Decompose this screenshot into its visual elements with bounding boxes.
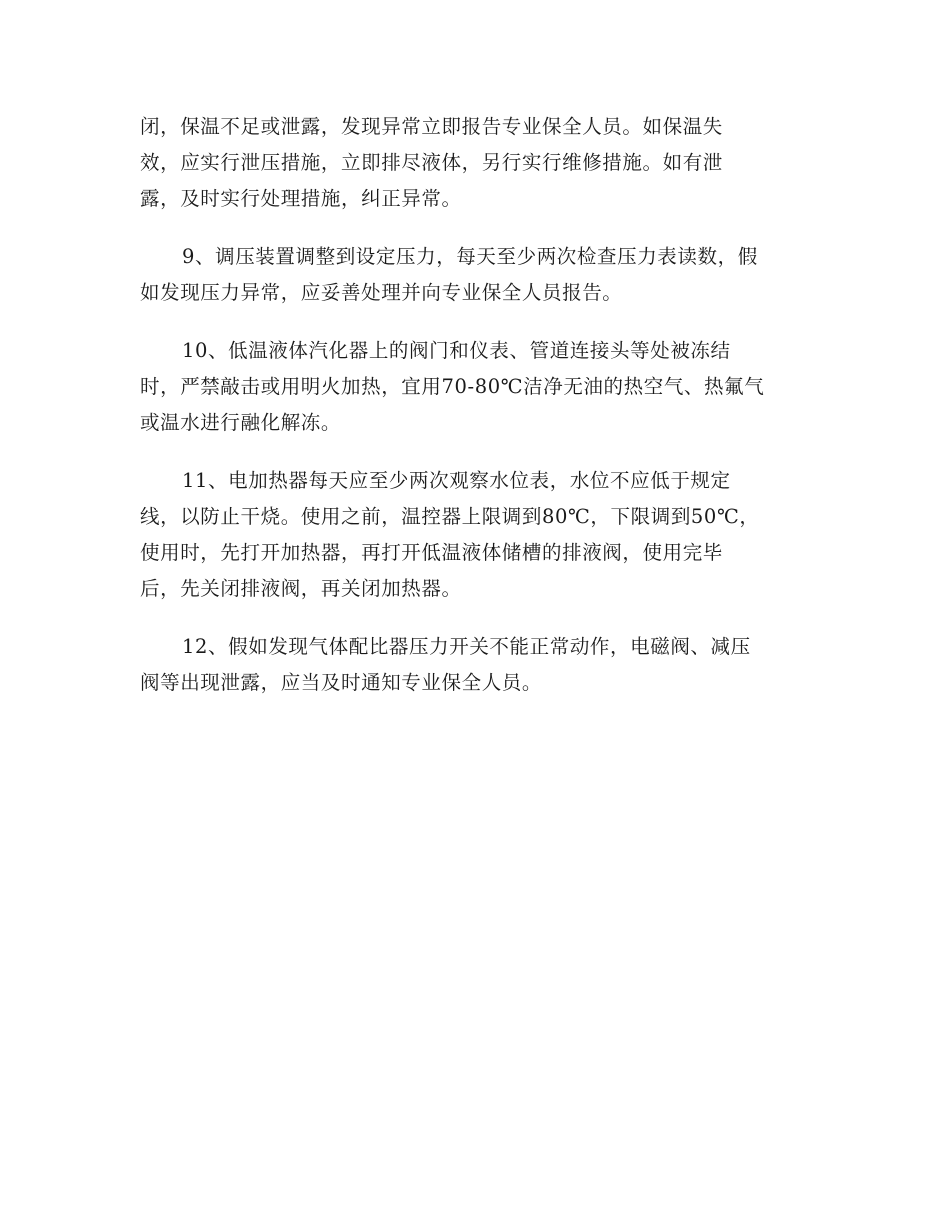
text-line: 阀等出现泄露，应当及时通知专业保全人员。 <box>140 671 543 694</box>
document-body <box>140 109 810 723</box>
text-line: 效，应实行泄压措施，立即排尽液体，另行实行维修措施。如有泄 <box>140 151 723 174</box>
paragraph-item-12 <box>140 629 810 701</box>
text-line: 使用时，先打开加热器，再打开低温液体储槽的排液阀，使用完毕 <box>140 541 723 564</box>
text-line: 后，先关闭排液阀，再关闭加热器。 <box>140 577 462 600</box>
text-line: 如发现压力异常，应妥善处理并向专业保全人员报告。 <box>140 281 623 304</box>
text-line: 10、低温液体汽化器上的阀门和仪表、管道连接头等处被冻结 <box>182 339 731 362</box>
paragraph-item-10 <box>140 333 810 441</box>
text-line: 露，及时实行处理措施，纠正异常。 <box>140 187 462 210</box>
text-line: 或温水进行融化解冻。 <box>140 411 342 434</box>
text-line: 时，严禁敲击或用明火加热，宜用70-80℃洁净无油的热空气、热氟气 <box>140 375 765 398</box>
text-line: 线，以防止干烧。使用之前，温控器上限调到80℃，下限调到50℃， <box>140 505 760 528</box>
text-line: 9、调压装置调整到设定压力，每天至少两次检查压力表读数，假 <box>182 245 758 268</box>
text-line: 11、电加热器每天应至少两次观察水位表，水位不应低于规定 <box>182 469 731 492</box>
text-line: 12、假如发现气体配比器压力开关不能正常动作，电磁阀、减压 <box>182 635 751 658</box>
paragraph-item-11 <box>140 463 810 607</box>
text-line: 闭，保温不足或泄露，发现异常立即报告专业保全人员。如保温失 <box>140 115 723 138</box>
paragraph-item-9 <box>140 239 810 311</box>
paragraph-continuation <box>140 109 810 217</box>
